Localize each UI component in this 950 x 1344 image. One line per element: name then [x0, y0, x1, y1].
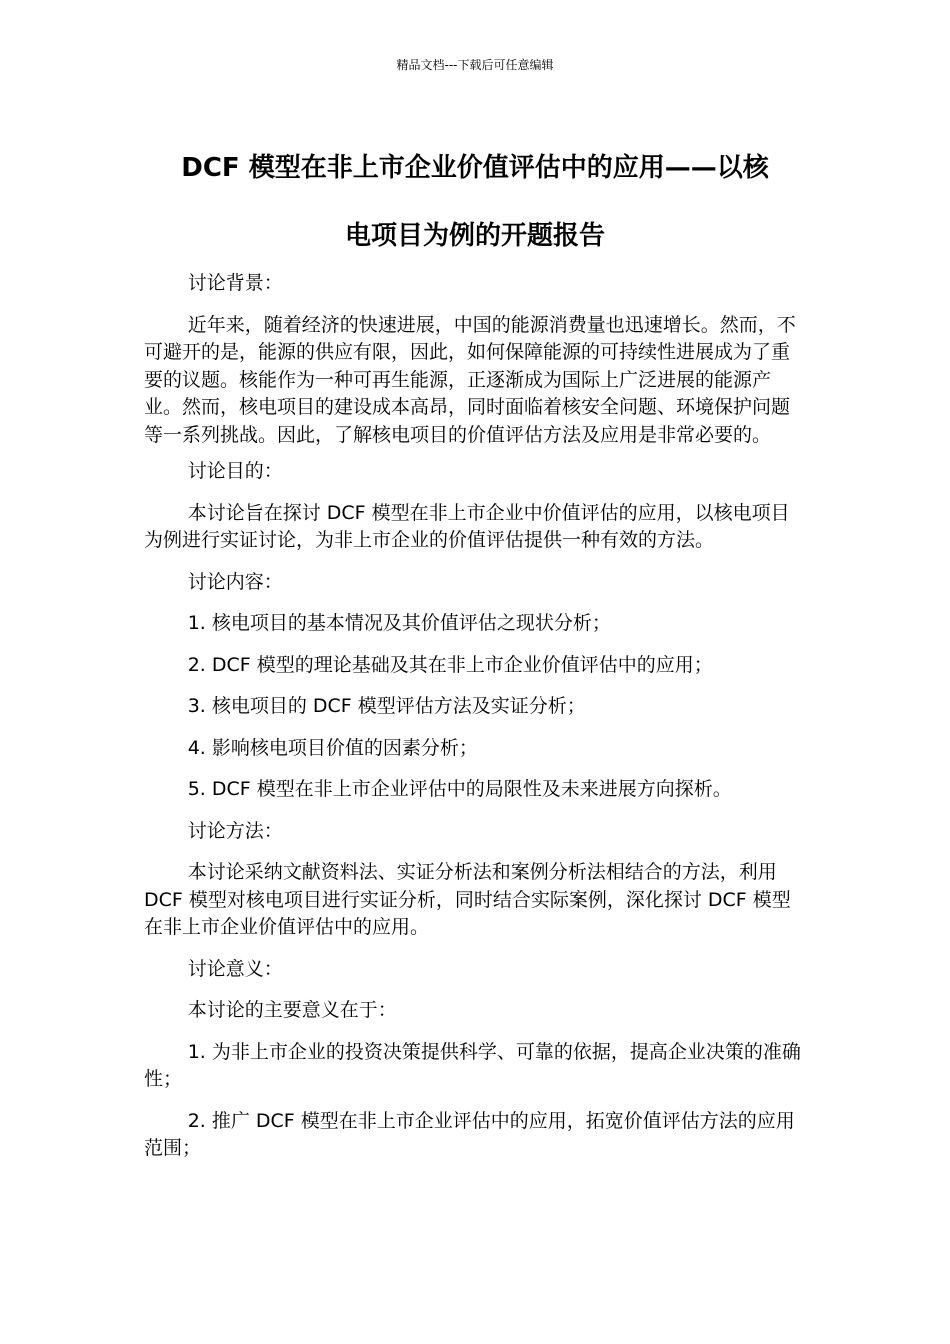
method-heading: 讨论方法： — [187, 819, 283, 842]
title-line-2: 电项目为例的开题报告 — [344, 221, 605, 251]
header-note: 精品文档---下载后可任意编辑 — [396, 58, 554, 72]
document-title — [140, 134, 810, 270]
content-list-item: 1. 核电项目的基本情况及其价值评估之现状分析； — [187, 612, 611, 634]
content-list-item: 5. DCF 模型在非上市企业评估中的局限性及未来进展方向探析。 — [187, 778, 732, 800]
content-list-item: 2. DCF 模型的理论基础及其在非上市企业价值评估中的应用； — [187, 653, 713, 676]
background-paragraph: 近年来，随着经济的快速进展，中国的能源消费量也迅速增长。然而，不可避开的是，能源的供应有限，因此，如何保障能源的可持续性进展成为了重要的议题。核能作为一种可再生能源，正逐渐成为国际上广泛进展的能源产业。然而，核电项目的建设成本高昂，同时面临着核安全问题、环境保护问题等一系列挑战。因此，了解核电项目的价值评估方法及应用是非常必要的。 — [144, 313, 796, 446]
background-heading: 讨论背景： — [187, 272, 283, 294]
method-paragraph: 本讨论采纳文献资料法、实证分析法和案例分析法相结合的方法，利用 DCF 模型对核电项目进行实证分析，同时结合实际案例，深化探讨 DCF 模型在非上市企业价值评估中的应用。 — [144, 861, 791, 938]
significance-list-item: 1. 为非上市企业的投资决策提供科学、可靠的依据，提高企业决策的准确性； — [144, 1040, 801, 1090]
title-line-1: DCF 模型在非上市企业价值评估中的应用——以核 — [181, 153, 769, 183]
content-list-item: 3. 核电项目的 DCF 模型评估方法及实证分析； — [187, 695, 586, 717]
purpose-paragraph: 本讨论旨在探讨 DCF 模型在非上市企业中价值评估的应用，以核电项目为例进行实证讨论，为非上市企业的价值评估提供一种有效的方法。 — [144, 501, 790, 551]
significance-intro: 本讨论的主要意义在于： — [187, 999, 397, 1021]
content-list-item: 4. 影响核电项目价值的因素分析； — [187, 736, 478, 759]
significance-list-item: 2. 推广 DCF 模型在非上市企业评估中的应用，拓宽价值评估方法的应用范围； — [144, 1109, 795, 1159]
purpose-heading: 讨论目的： — [187, 460, 283, 482]
content-heading: 讨论内容： — [187, 570, 283, 593]
significance-heading: 讨论意义： — [187, 957, 283, 980]
document-body — [144, 270, 808, 1163]
